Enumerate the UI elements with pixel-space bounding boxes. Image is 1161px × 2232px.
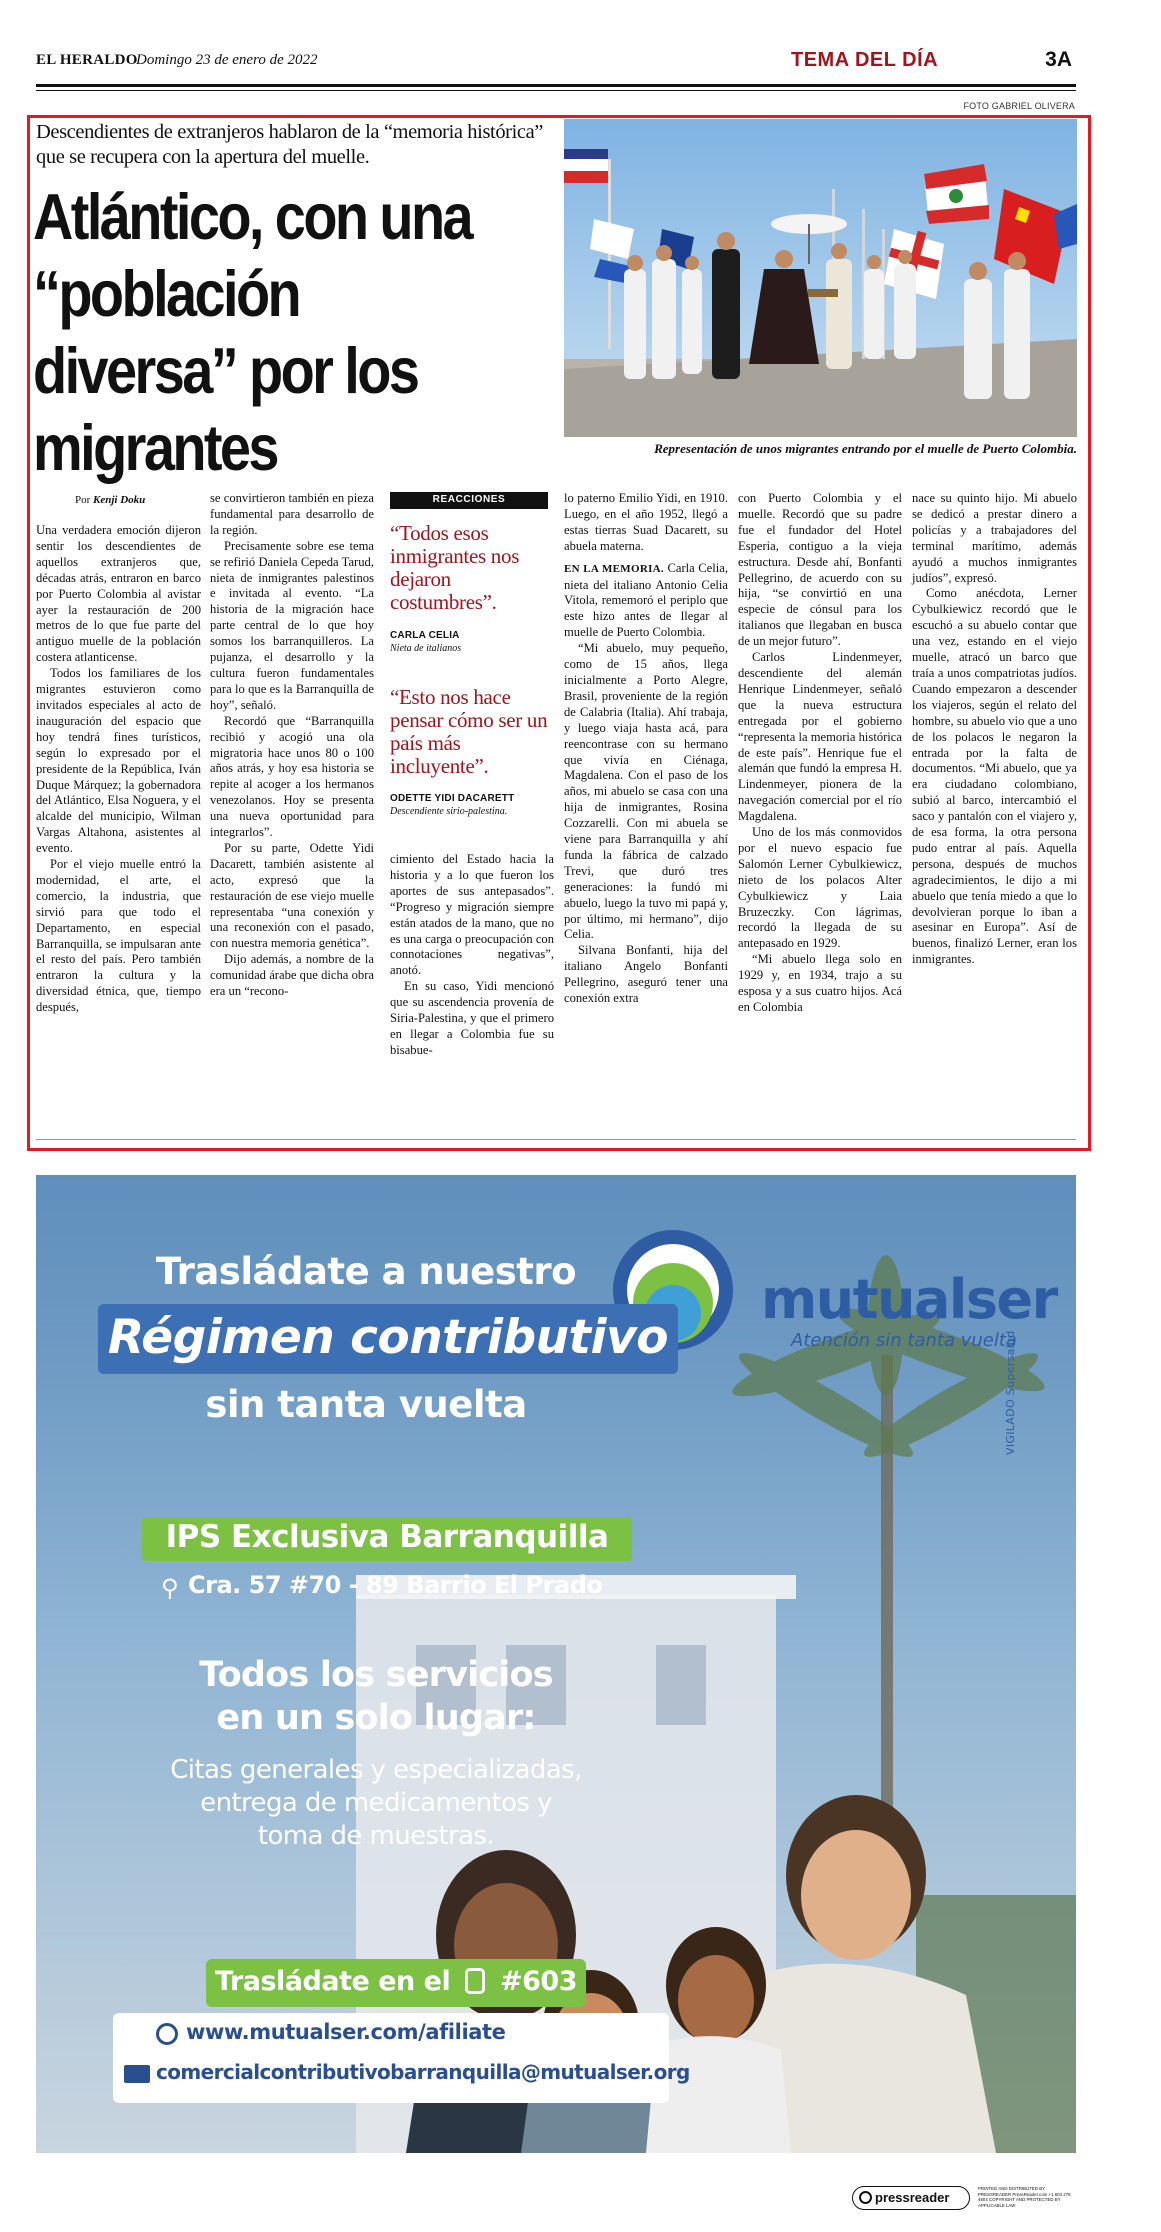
envelope-icon <box>124 2065 150 2083</box>
pull-quote-2: “Esto nos hace pensar cómo ser un país más incluyente”. <box>390 685 548 778</box>
paragraph: nace su quinto hijo. Mi abuelo se dedicó a prestar dinero a policías y a trabajadores del terminal marítimo, además ayudó a muchos inmigrantes judíos”, expresó. <box>912 491 1077 585</box>
ad-address-text: Cra. 57 #70 - 89 Barrio El Prado <box>188 1571 603 1599</box>
header-rule <box>36 84 1076 87</box>
paragraph: “Mi abuelo, muy pequeño, como de 15 años, llega inicialmente a Porto Alegre, Brasil, proveniente de la región de Calabria (Italia). Ahí trabaja, y luego viaja hasta acá, para reencontrase con su hermano que vivía en Ciénaga, Magdalena. Con el paso de los años, mi abuelo se casa con una hija de inmigrantes, Rosina Cozzarelli. Con mi abuela se viene para Barranquilla y ahí funda la fábrica de calzado Trevi, que duró tres generaciones: la fundó mi abuelo, luego la tuvo mi papá y, por último, mi hermano”, dijo Celia. <box>564 641 728 942</box>
paragraph: Por el viejo muelle entró la modernidad, el arte, el comercio, la industria, que sirvió para que todo el Departamento, en especial Barranquilla, se impulsaran ante el resto del país. Pero también entraron la cultura y la diversidad étnica, que, tiempo después, <box>36 857 201 1015</box>
issue-date: Domingo 23 de enero de 2022 <box>136 52 318 68</box>
article-column-1 <box>36 523 201 1016</box>
ad-vigilado-mark: VIGILADO Supersalud <box>1004 1330 1017 1455</box>
quote-1-name: CARLA CELIA <box>390 630 460 641</box>
ad-line-1: Trasládate a nuestro <box>155 1250 577 1293</box>
reactions-label: REACCIONES <box>390 492 548 508</box>
ad-brand-name: mutualser <box>761 1268 1057 1331</box>
ad-line-3: sin tanta vuelta <box>205 1383 527 1426</box>
phone-icon <box>465 1968 485 1994</box>
quote-2-name: ODETTE YIDI DACARETT <box>390 793 515 804</box>
byline-author: Kenji Doku <box>93 494 146 506</box>
page-number: 3A <box>1045 48 1072 71</box>
ad-email-link[interactable]: comercialcontributivobarranquilla@mutualser.org <box>156 2060 690 2084</box>
ad-address <box>166 1571 626 1599</box>
paragraph: lo paterno Emilio Yidi, en 1910. Luego, en el año 1952, llegó a estas tierras Suad Dacarett, su abuela materna. <box>564 491 728 553</box>
article-photo <box>564 119 1077 437</box>
article-bottom-rule <box>36 1139 1076 1140</box>
paragraph: Todos los familiares de los migrantes estuvieron como invitados especiales al acto de inauguración del espacio que hoy tendrá fines turísticos, según lo expresado por el presidente de la República, Iván Duque Márquez; la gobernadora del Atlántico, Elsa Noguera, y el alcalde del municipio, Wilman Vargas Altahona, asistentes al evento. <box>36 666 201 856</box>
quote-1-role: Nieta de italianos <box>390 643 462 654</box>
ad-transfer-line <box>206 1966 586 1997</box>
paragraph: Como anécdota, Lerner Cybulkiewicz recordó que le escuchó a su abuelo contar que una vez, estando en el viejo muelle, atracó un barco que traía a unos compatriotas judíos. Cuando empezaron a descender los viajeros, según el relato del hombre, su abuelo vio que a uno de los polacos le negaron la entrada por la falta de documentos. “Mi abuelo, que ya era ciudadano colombiano, subió al barco, intercambió el saco y pantalón con el viajero y, de esa forma, la otra persona pudo entrar al país. Aquella persona, después de muchos agradecimientos, le dijo a mi abuelo que tenía miedo a que lo devolvieran porque lo iban a asesinar en Europa”. Así de buenos, finalizó Lerner, eran los inmigrantes. <box>912 586 1077 967</box>
paragraph: Carlos Lindenmeyer, descendiente del alemán Henrique Lindenmeyer, señaló que la nueva estructura entregada por el gobierno “representa la memoria histórica de este país”. Henrique fue el alemán que fundó la empresa H. Lindenmeyer, pionera de la navegación comercial por el río Magdalena. <box>738 650 902 824</box>
pull-quote-1: “Todos esos inmigrantes nos dejaron costumbres”. <box>390 521 520 614</box>
article-kicker: Descendientes de extranjeros hablaron de la “memoria histórica” que se recupera con la apertura del muelle. <box>36 121 543 168</box>
globe-icon <box>156 2023 178 2045</box>
byline-prefix: Por <box>75 494 91 506</box>
ad-services-detail-1: Citas generales y especializadas, <box>170 1755 582 1785</box>
article-headline: Atlántico, con una “población diversa” por los migrantes <box>33 180 472 484</box>
ad-transfer-code: #603 <box>500 1966 577 1997</box>
paragraph: con Puerto Colombia y el muelle. Recordó que su padre fue el fundador del Hotel Esperia, contiguo a la vieja estructura. Desde ahí, Bonfanti Pellegrino, de acuerdo con su hija, “se convirtió en una especie de cónsul para los italianos que llegaban en busca de un mejor futuro”. <box>738 491 902 649</box>
paragraph: cimiento del Estado hacia la historia y a lo que fueron los aportes de sus antepasados”. “Progreso y migración siempre están atados de la mano, que no es una carga o preocupación con connotaciones negativas”, anotó. <box>390 852 554 978</box>
article-column-3 <box>390 852 554 1059</box>
ad-website-link[interactable]: www.mutualser.com/afiliate <box>186 2020 506 2044</box>
subhead-lead-in: EN LA MEMORIA. <box>564 562 664 575</box>
byline <box>75 494 145 506</box>
article-column-6 <box>912 491 1077 968</box>
paragraph: Una verdadera emoción dijeron sentir los descendientes de aquellos extranjeros que, décadas atrás, entraron en barco por Puerto Colombia al avistar ayer la restauración de 200 metros de lo que fue parte del antiguo muelle de la población costera atlanticense. <box>36 523 201 665</box>
newspaper-name: EL HERALDO <box>36 52 138 68</box>
paragraph: Dijo además, a nombre de la comunidad árabe que dicha obra era un “recono- <box>210 952 374 999</box>
mutualser-advertisement[interactable] <box>36 1175 1076 2153</box>
pressreader-logo <box>852 2186 970 2210</box>
photo-caption: Representación de unos migrantes entrando por el muelle de Puerto Colombia. <box>654 441 1077 456</box>
paragraph: Por su parte, Odette Yidi Dacarett, también asistente al acto, expresó que la restauración de ese viejo muelle representaba “una conexión y una reconexión con el pasado, con nuestra memoria genética”. <box>210 840 374 951</box>
ad-ips-label: IPS Exclusiva Barranquilla <box>165 1519 609 1555</box>
paragraph: En su caso, Yidi mencionó que su ascendencia provenía de Siria-Palestina, y que el primero en llegar a Colombia fue su bisabue- <box>390 979 554 1057</box>
paragraph: Uno de los más conmovidos por el nuevo espacio fue Salomón Lerner Cybulkiewicz, nieto de los polacos Alter Cybulkiewicz y Laia Bruzeczky. Con lágrimas, recordó la llegada de su antepasado en 1929. <box>738 825 902 951</box>
photo-credit: FOTO GABRIEL OLIVERA <box>963 101 1075 111</box>
reactions-rule <box>390 508 548 509</box>
paragraph: se convirtieron también en pieza fundamental para desarrollo de la región. <box>210 491 374 537</box>
ad-line-2: Régimen contributivo <box>107 1310 669 1365</box>
ad-slogan: Atención sin tanta vuelta <box>791 1330 1017 1351</box>
ad-transfer-prefix: Trasládate en el <box>215 1966 451 1997</box>
location-pin-icon: ⚲ <box>161 1574 179 1602</box>
article-column-2 <box>210 491 374 1000</box>
pressreader-wordmark: pressreader <box>875 2190 950 2205</box>
ad-services-line-2: en un solo lugar: <box>216 1698 536 1738</box>
paragraph: Silvana Bonfanti, hija del italiano Angelo Bonfanti Pellegrino, aseguró tener una conexión extra <box>564 943 728 1006</box>
ad-services-line-1: Todos los servicios <box>199 1655 553 1695</box>
header-rule-thin <box>36 90 1076 91</box>
paragraph-text: Carla Celia, nieta del italiano Antonio Celia Vitola, rememoró el periplo que este hizo antes de llegar al muelle de Puerto Colombia. <box>564 560 728 640</box>
article-column-5 <box>738 491 902 1016</box>
paragraph: “Mi abuelo llega solo en 1929 y, en 1934, trajo a su esposa y a sus cuatro hijos. Acá en Colombia <box>738 952 902 1014</box>
paragraph: Precisamente sobre ese tema se refirió Daniela Cepeda Tarud, nieta de inmigrantes palestinos e invitada al evento. “La historia de la migración hace parte central de lo que hoy somos los barranquilleros. La pujanza, el desarrollo y la cultura fueron fundamentales para lo que es la Barranquilla de hoy”, señaló. <box>210 538 374 712</box>
pressreader-icon <box>859 2191 872 2204</box>
article-column-4 <box>564 491 728 1007</box>
paragraph: Recordó que “Barranquilla recibió y acogió una ola migratoria hace unos 80 o 100 años atrás, y hoy esa historia se repite al acoger a los hermanos venezolanos. Hoy se presenta una nueva oportunidad para integrarlos”. <box>210 713 374 840</box>
ad-services-detail-3: toma de muestras. <box>257 1821 495 1851</box>
paragraph <box>564 561 728 642</box>
section-title: TEMA DEL DÍA <box>791 49 939 71</box>
page-header <box>36 46 1076 82</box>
pressreader-fineprint: PRINTED AND DISTRIBUTED BY PRESSREADER PressReader.com +1 604 278 4604 COPYRIGHT AND PROTECTED BY APPLICABLE LAW <box>978 2186 1071 2208</box>
quote-2-role: Descendiente sirio-palestina. <box>390 806 508 817</box>
ad-services-detail-2: entrega de medicamentos y <box>200 1788 552 1818</box>
